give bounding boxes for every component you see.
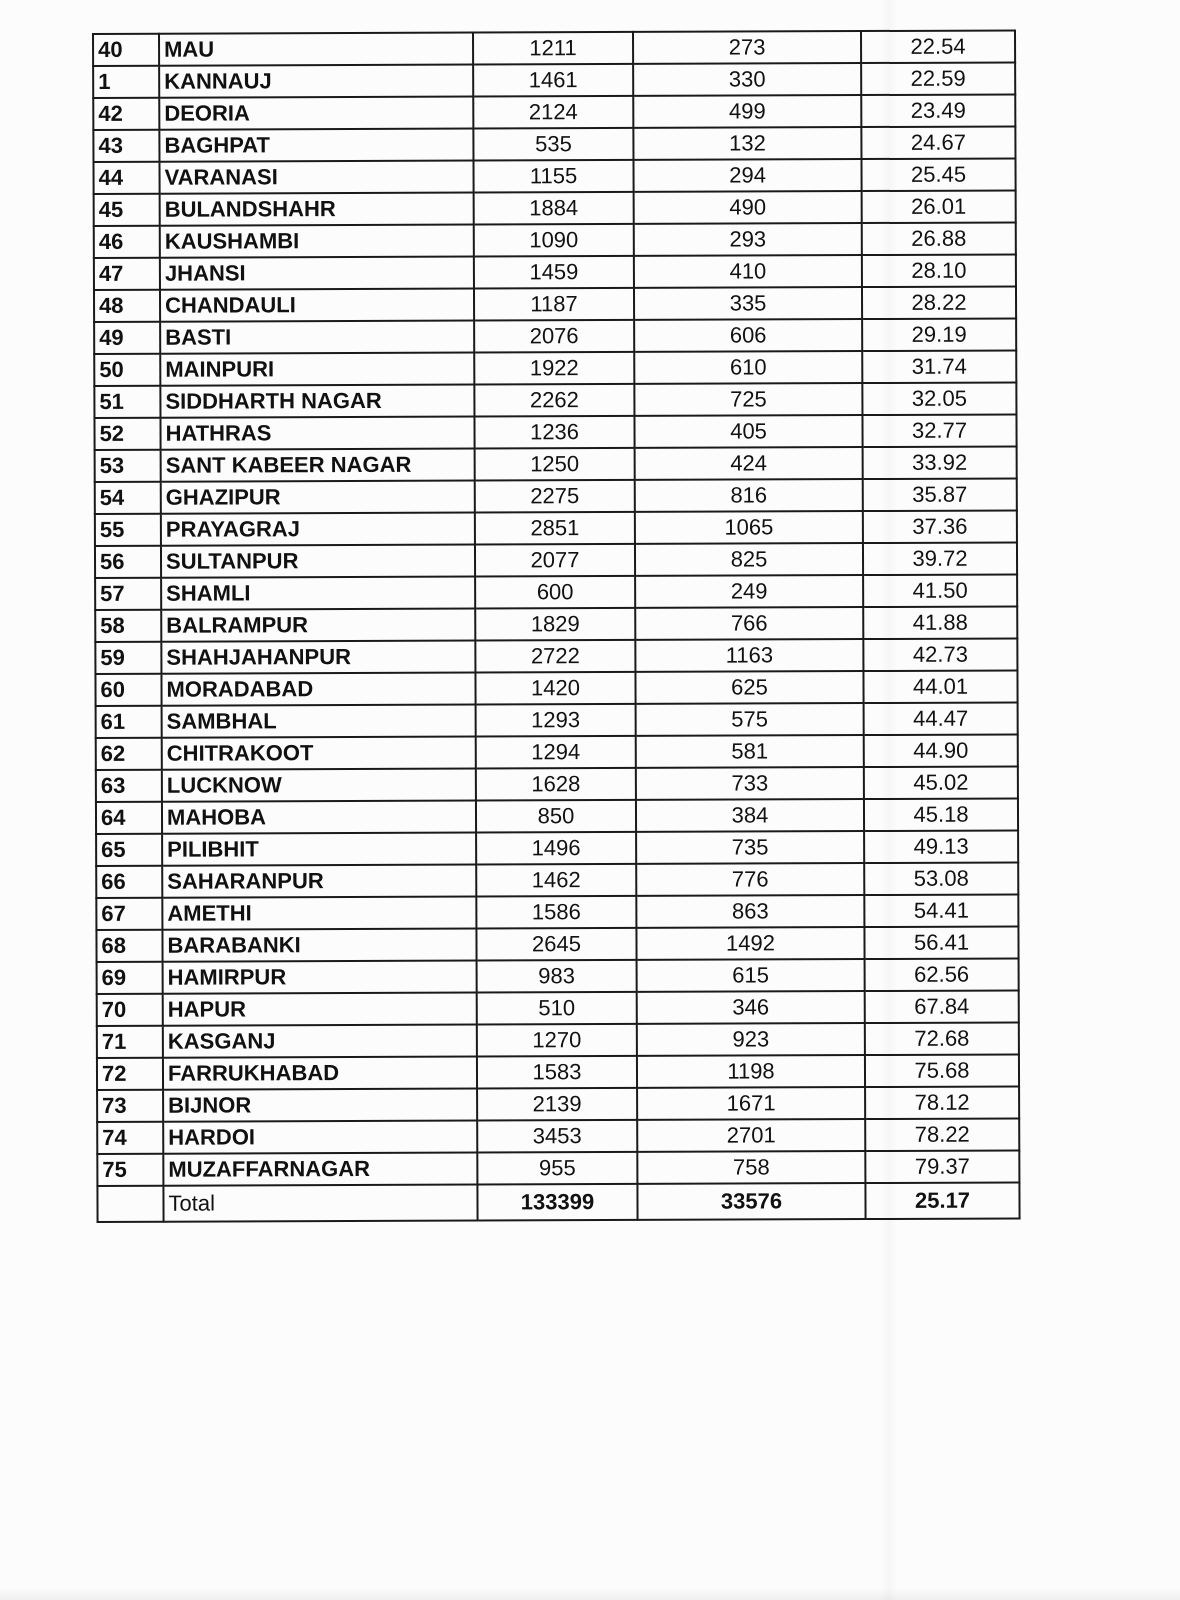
- value-a-cell: 1461: [473, 64, 633, 97]
- value-a-cell: 1922: [474, 352, 634, 385]
- percentage-cell: 79.37: [865, 1150, 1019, 1183]
- serial-number-cell: 44: [93, 162, 159, 194]
- value-b-cell: 249: [635, 575, 863, 608]
- percentage-cell: 75.68: [865, 1054, 1019, 1087]
- table-row: [96, 862, 1018, 898]
- value-b-cell: 1671: [637, 1087, 865, 1120]
- serial-number-cell: 40: [93, 34, 159, 66]
- table-row: [96, 798, 1018, 834]
- district-name-cell: HATHRAS: [160, 417, 474, 450]
- percentage-cell: 33.92: [863, 446, 1017, 479]
- table-row: [93, 126, 1015, 162]
- value-b-cell: 615: [637, 959, 865, 992]
- value-a-cell: 2645: [476, 928, 636, 961]
- value-a-cell: 510: [477, 992, 637, 1025]
- serial-number-cell: 59: [95, 642, 161, 674]
- district-name-cell: MAHOBA: [162, 801, 476, 834]
- value-a-cell: 1155: [473, 160, 633, 193]
- table-row: [96, 830, 1018, 866]
- percentage-cell: 45.18: [864, 798, 1018, 831]
- value-b-cell: 1163: [635, 639, 863, 672]
- table-row: [94, 286, 1016, 322]
- table-row: [94, 190, 1016, 226]
- value-b-cell: 776: [636, 863, 864, 896]
- district-name-cell: KASGANJ: [163, 1025, 477, 1058]
- value-a-cell: 2262: [474, 384, 634, 417]
- table-row: [94, 254, 1016, 290]
- serial-number-cell: 67: [96, 898, 162, 930]
- serial-number-cell: 71: [97, 1026, 163, 1058]
- serial-number-cell: 64: [96, 802, 162, 834]
- value-b-cell: 273: [633, 31, 861, 64]
- value-a-cell: 2076: [474, 320, 634, 353]
- table-row: [96, 734, 1018, 770]
- district-name-cell: PILIBHIT: [162, 833, 476, 866]
- value-b-cell: 735: [636, 831, 864, 864]
- serial-number-cell: 53: [95, 450, 161, 482]
- percentage-cell: 26.01: [862, 190, 1016, 223]
- serial-number-cell: 51: [94, 386, 160, 418]
- serial-number-cell: 63: [96, 770, 162, 802]
- value-b-cell: 132: [633, 127, 861, 160]
- table-body: [93, 30, 1020, 1222]
- district-name-cell: HARDOI: [163, 1121, 477, 1154]
- total-col-a: 133399: [477, 1184, 637, 1221]
- district-name-cell: VARANASI: [159, 161, 473, 194]
- district-name-cell: DEORIA: [159, 97, 473, 130]
- district-name-cell: SHAHJAHANPUR: [161, 641, 475, 674]
- district-name-cell: CHITRAKOOT: [162, 737, 476, 770]
- value-b-cell: 610: [634, 351, 862, 384]
- district-name-cell: CHANDAULI: [160, 289, 474, 322]
- value-b-cell: 733: [636, 767, 864, 800]
- district-name-cell: BIJNOR: [163, 1089, 477, 1122]
- percentage-cell: 78.12: [865, 1086, 1019, 1119]
- percentage-cell: 28.10: [862, 254, 1016, 287]
- district-name-cell: SANT KABEER NAGAR: [161, 449, 475, 482]
- value-a-cell: 1270: [477, 1024, 637, 1057]
- value-b-cell: 758: [637, 1151, 865, 1184]
- percentage-cell: 62.56: [865, 958, 1019, 991]
- table-row: [94, 222, 1016, 258]
- table-row: [93, 62, 1015, 98]
- table-row: [97, 1150, 1019, 1186]
- value-a-cell: 1628: [476, 768, 636, 801]
- value-b-cell: 424: [635, 447, 863, 480]
- table-row: [95, 478, 1017, 514]
- table-row: [95, 606, 1017, 642]
- value-b-cell: 490: [634, 191, 862, 224]
- serial-number-cell: 69: [97, 962, 163, 994]
- percentage-cell: 28.22: [862, 286, 1016, 319]
- total-sn-cell: [97, 1186, 163, 1222]
- district-name-cell: JHANSI: [160, 257, 474, 290]
- value-a-cell: 983: [477, 960, 637, 993]
- serial-number-cell: 57: [95, 578, 161, 610]
- district-name-cell: FARRUKHABAD: [163, 1057, 477, 1090]
- percentage-cell: 49.13: [864, 830, 1018, 863]
- value-a-cell: 1586: [476, 896, 636, 929]
- serial-number-cell: 66: [96, 866, 162, 898]
- value-a-cell: 535: [473, 128, 633, 161]
- percentage-cell: 32.77: [862, 414, 1016, 447]
- value-a-cell: 1420: [475, 672, 635, 705]
- percentage-cell: 26.88: [862, 222, 1016, 255]
- serial-number-cell: 50: [94, 354, 160, 386]
- table-row: [94, 414, 1016, 450]
- percentage-cell: 45.02: [864, 766, 1018, 799]
- district-name-cell: SULTANPUR: [161, 545, 475, 578]
- district-name-cell: GHAZIPUR: [161, 481, 475, 514]
- district-name-cell: BULANDSHAHR: [160, 193, 474, 226]
- serial-number-cell: 70: [97, 994, 163, 1026]
- value-a-cell: 600: [475, 576, 635, 609]
- serial-number-cell: 61: [96, 706, 162, 738]
- serial-number-cell: 55: [95, 514, 161, 546]
- value-a-cell: 2139: [477, 1088, 637, 1121]
- table-row: [93, 30, 1015, 66]
- table-row: [96, 766, 1018, 802]
- value-a-cell: 850: [476, 800, 636, 833]
- percentage-cell: 41.50: [863, 574, 1017, 607]
- district-name-cell: KANNAUJ: [159, 65, 473, 98]
- serial-number-cell: 73: [97, 1090, 163, 1122]
- serial-number-cell: 60: [95, 674, 161, 706]
- serial-number-cell: 68: [96, 930, 162, 962]
- percentage-cell: 39.72: [863, 542, 1017, 575]
- table-row: [95, 510, 1017, 546]
- value-b-cell: 606: [634, 319, 862, 352]
- district-name-cell: LUCKNOW: [162, 769, 476, 802]
- value-b-cell: 816: [635, 479, 863, 512]
- value-a-cell: 1211: [473, 32, 633, 65]
- value-a-cell: 1829: [475, 608, 635, 641]
- district-name-cell: KAUSHAMBI: [160, 225, 474, 258]
- percentage-cell: 56.41: [864, 926, 1018, 959]
- percentage-cell: 22.54: [861, 30, 1015, 63]
- value-a-cell: 1496: [476, 832, 636, 865]
- total-row: [97, 1182, 1019, 1222]
- value-b-cell: 825: [635, 543, 863, 576]
- value-b-cell: 405: [634, 415, 862, 448]
- value-b-cell: 499: [633, 95, 861, 128]
- table-row: [95, 542, 1017, 578]
- district-name-cell: BALRAMPUR: [161, 609, 475, 642]
- value-b-cell: 1198: [637, 1055, 865, 1088]
- table-row: [93, 158, 1015, 194]
- value-b-cell: 581: [636, 735, 864, 768]
- value-a-cell: 1236: [474, 416, 634, 449]
- serial-number-cell: 48: [94, 290, 160, 322]
- serial-number-cell: 58: [95, 610, 161, 642]
- value-a-cell: 1583: [477, 1056, 637, 1089]
- value-a-cell: 2077: [475, 544, 635, 577]
- value-b-cell: 625: [635, 671, 863, 704]
- value-b-cell: 294: [633, 159, 861, 192]
- percentage-cell: 35.87: [863, 478, 1017, 511]
- district-name-cell: SAHARANPUR: [162, 865, 476, 898]
- district-name-cell: SHAMLI: [161, 577, 475, 610]
- value-a-cell: 1459: [474, 256, 634, 289]
- district-name-cell: MAINPURI: [160, 353, 474, 386]
- table-row: [97, 1054, 1019, 1090]
- percentage-cell: 44.47: [864, 702, 1018, 735]
- value-b-cell: 725: [634, 383, 862, 416]
- value-b-cell: 384: [636, 799, 864, 832]
- district-name-cell: HAPUR: [163, 993, 477, 1026]
- value-b-cell: 863: [636, 895, 864, 928]
- total-col-b: 33576: [637, 1183, 865, 1220]
- serial-number-cell: 65: [96, 834, 162, 866]
- percentage-cell: 25.45: [861, 158, 1015, 191]
- value-b-cell: 1065: [635, 511, 863, 544]
- percentage-cell: 42.73: [863, 638, 1017, 671]
- table-row: [95, 670, 1017, 706]
- value-a-cell: 1250: [475, 448, 635, 481]
- value-a-cell: 955: [477, 1152, 637, 1185]
- total-label: Total: [163, 1185, 477, 1222]
- table-row: [95, 638, 1017, 674]
- table-row: [95, 574, 1017, 610]
- serial-number-cell: 49: [94, 322, 160, 354]
- district-name-cell: HAMIRPUR: [163, 961, 477, 994]
- value-b-cell: 330: [633, 63, 861, 96]
- value-a-cell: 1090: [474, 224, 634, 257]
- table-row: [97, 990, 1019, 1026]
- district-name-cell: MORADABAD: [161, 673, 475, 706]
- serial-number-cell: 62: [96, 738, 162, 770]
- table-row: [97, 1118, 1019, 1154]
- value-a-cell: 2851: [475, 512, 635, 545]
- value-b-cell: 1492: [636, 927, 864, 960]
- value-b-cell: 2701: [637, 1119, 865, 1152]
- value-b-cell: 335: [634, 287, 862, 320]
- value-a-cell: 1293: [476, 704, 636, 737]
- percentage-cell: 78.22: [865, 1118, 1019, 1151]
- percentage-cell: 44.01: [863, 670, 1017, 703]
- percentage-cell: 44.90: [864, 734, 1018, 767]
- value-a-cell: 2124: [473, 96, 633, 129]
- serial-number-cell: 45: [94, 194, 160, 226]
- serial-number-cell: 47: [94, 258, 160, 290]
- table-row: [97, 1086, 1019, 1122]
- table-row: [93, 94, 1015, 130]
- table-row: [97, 1022, 1019, 1058]
- value-b-cell: 766: [635, 607, 863, 640]
- district-name-cell: MAU: [159, 33, 473, 66]
- percentage-cell: 31.74: [862, 350, 1016, 383]
- table-row: [94, 318, 1016, 354]
- percentage-cell: 53.08: [864, 862, 1018, 895]
- table-row: [95, 446, 1017, 482]
- value-a-cell: 1462: [476, 864, 636, 897]
- percentage-cell: 37.36: [863, 510, 1017, 543]
- district-name-cell: AMETHI: [162, 897, 476, 930]
- district-name-cell: SAMBHAL: [162, 705, 476, 738]
- scan-shadow-bottom: [0, 1588, 1180, 1600]
- percentage-cell: 72.68: [865, 1022, 1019, 1055]
- table-row: [94, 350, 1016, 386]
- table-row: [94, 382, 1016, 418]
- serial-number-cell: 43: [93, 130, 159, 162]
- table-row: [97, 958, 1019, 994]
- percentage-cell: 29.19: [862, 318, 1016, 351]
- percentage-cell: 24.67: [861, 126, 1015, 159]
- district-table: [92, 29, 1021, 1223]
- percentage-cell: 23.49: [861, 94, 1015, 127]
- percentage-cell: 67.84: [865, 990, 1019, 1023]
- serial-number-cell: 54: [95, 482, 161, 514]
- district-name-cell: BARABANKI: [162, 929, 476, 962]
- value-b-cell: 923: [637, 1023, 865, 1056]
- serial-number-cell: 42: [93, 98, 159, 130]
- table-row: [96, 894, 1018, 930]
- serial-number-cell: 74: [97, 1122, 163, 1154]
- serial-number-cell: 52: [94, 418, 160, 450]
- percentage-cell: 22.59: [861, 62, 1015, 95]
- total-percentage: 25.17: [865, 1182, 1019, 1219]
- district-name-cell: PRAYAGRAJ: [161, 513, 475, 546]
- value-b-cell: 575: [636, 703, 864, 736]
- value-a-cell: 1294: [476, 736, 636, 769]
- value-b-cell: 410: [634, 255, 862, 288]
- table-row: [96, 702, 1018, 738]
- percentage-cell: 41.88: [863, 606, 1017, 639]
- serial-number-cell: 1: [93, 66, 159, 98]
- value-a-cell: 2275: [475, 480, 635, 513]
- value-a-cell: 2722: [475, 640, 635, 673]
- serial-number-cell: 72: [97, 1058, 163, 1090]
- value-b-cell: 293: [634, 223, 862, 256]
- serial-number-cell: 46: [94, 226, 160, 258]
- district-name-cell: BAGHPAT: [159, 129, 473, 162]
- district-name-cell: SIDDHARTH NAGAR: [160, 385, 474, 418]
- district-name-cell: MUZAFFARNAGAR: [163, 1153, 477, 1186]
- percentage-cell: 54.41: [864, 894, 1018, 927]
- table-row: [96, 926, 1018, 962]
- value-a-cell: 1187: [474, 288, 634, 321]
- value-b-cell: 346: [637, 991, 865, 1024]
- district-name-cell: BASTI: [160, 321, 474, 354]
- serial-number-cell: 56: [95, 546, 161, 578]
- percentage-cell: 32.05: [862, 382, 1016, 415]
- value-a-cell: 3453: [477, 1120, 637, 1153]
- value-a-cell: 1884: [474, 192, 634, 225]
- serial-number-cell: 75: [97, 1154, 163, 1186]
